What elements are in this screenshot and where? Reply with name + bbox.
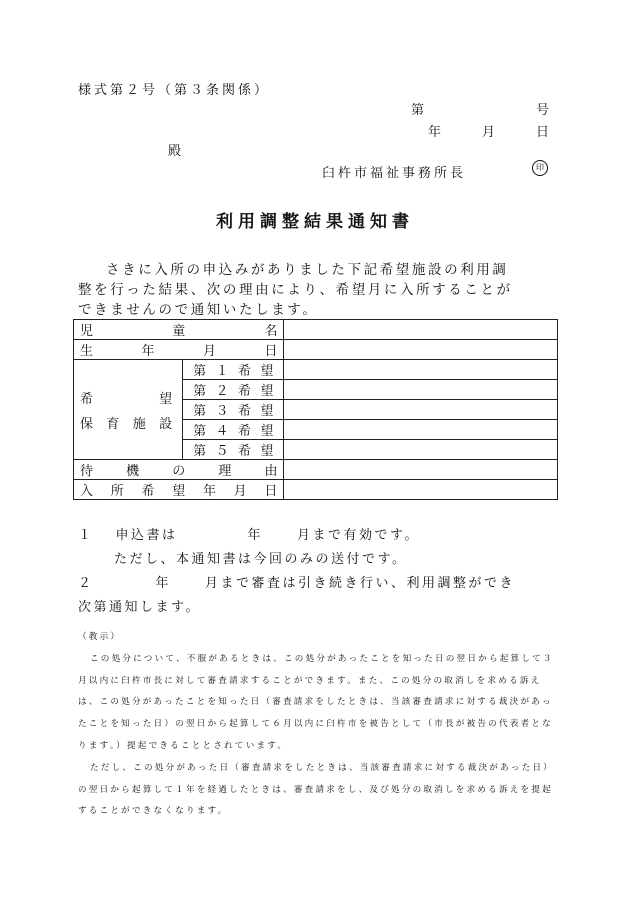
lead-line-3: できませんので通知いたします。	[78, 302, 319, 318]
label-char: 望	[260, 444, 274, 459]
label-char: 希	[80, 391, 94, 407]
doc-number-suffix: 号	[536, 103, 550, 118]
label-choice-4	[183, 420, 284, 440]
note-1-text-c: 月まで有効です。	[297, 528, 421, 543]
label-char: 機	[126, 464, 140, 479]
notes-section	[78, 524, 515, 620]
lead-paragraph	[78, 260, 558, 320]
label-char: 希	[238, 444, 252, 459]
note-2-line-2: 次第通知します。	[78, 600, 201, 615]
label-char: 希	[238, 424, 252, 439]
label-char: 第	[193, 444, 207, 459]
label-desired-facility	[74, 360, 183, 460]
note-2-text: 月まで審査は引き続き行い、利用調整ができ	[205, 576, 516, 591]
field-choice-1[interactable]	[284, 360, 558, 380]
label-char: 童	[172, 324, 186, 339]
row-waiting-reason	[74, 460, 558, 480]
label-char: 望	[260, 364, 274, 379]
field-admit-date[interactable]	[284, 480, 558, 500]
field-choice-4[interactable]	[284, 420, 558, 440]
date-month-label: 月	[482, 125, 496, 140]
note-1-year: 年	[247, 528, 264, 543]
note-1-line-2: ただし、本通知書は今回のみの送付です。	[114, 552, 408, 567]
note-2-number: ２	[78, 576, 94, 591]
addressee-suffix: 殿	[168, 144, 182, 159]
note-2-year: 年	[155, 576, 172, 591]
label-char: 生	[80, 344, 94, 359]
row-admit-date	[74, 480, 558, 500]
label-char: 希	[238, 384, 252, 399]
label-char: 望	[260, 384, 274, 399]
row-choice-1	[74, 360, 558, 380]
lead-line-2: 整を行った結果、次の理由により、希望月に入所することが	[78, 282, 513, 298]
label-waiting-reason	[74, 460, 284, 480]
label-char: 望	[172, 484, 186, 499]
label-char: 年	[202, 484, 216, 499]
label-choice-3	[183, 400, 284, 420]
label-char: 施	[132, 416, 146, 432]
instruction-heading: （教示）	[78, 632, 122, 642]
info-table	[73, 319, 558, 500]
field-choice-2[interactable]	[284, 380, 558, 400]
issuer-name: 臼杵市福祉事務所長	[322, 166, 467, 181]
label-char: １	[215, 364, 229, 379]
label-char: 日	[264, 344, 278, 359]
label-char: 望	[159, 391, 173, 407]
label-char: 第	[193, 404, 207, 419]
label-char: 月	[202, 344, 216, 359]
field-choice-5[interactable]	[284, 440, 558, 460]
label-char: 希	[238, 404, 252, 419]
note-2	[78, 572, 515, 596]
field-choice-3[interactable]	[284, 400, 558, 420]
label-char: 育	[106, 416, 120, 432]
note-1	[78, 524, 515, 548]
label-char: 名	[264, 324, 278, 339]
doc-number-prefix: 第	[411, 103, 425, 118]
instruction-paragraph-2: ただし、この処分があった日（審査請求をしたときは、当該審査請求に対する裁決があった日）の翌日から起算して１年を経過したときは、審査請求をし、及び処分の取消しを求める訴えを提起することができなくなります。	[78, 762, 554, 817]
label-char: 希	[238, 364, 252, 379]
label-char: 設	[159, 416, 173, 432]
label-char: 望	[260, 404, 274, 419]
label-char: 待	[80, 464, 94, 479]
date-day-label: 日	[536, 125, 550, 140]
label-char: 年	[141, 344, 155, 359]
label-char: 所	[110, 484, 124, 499]
label-char: 保	[80, 416, 94, 432]
label-char: 月	[233, 484, 247, 499]
label-char: ４	[215, 424, 229, 439]
instruction-paragraph-1: この処分について、不服があるときは、この処分があったことを知った日の翌日から起算して３月以内に臼杵市長に対して審査請求することができます。また、この処分の取消しを求める訴えは、この処分があったことを知った日（審査請求をしたときは、当該審査請求に対する裁決があったことを知った日）の翌日から起算して６月以内に臼杵市を被告として（市長が被告の代表者となります。）提起できることとされています。	[78, 653, 554, 751]
label-char: 入	[80, 484, 94, 499]
label-char: 第	[193, 424, 207, 439]
label-choice-1	[183, 360, 284, 380]
label-char: 由	[264, 464, 278, 479]
note-1-number: １	[78, 528, 94, 543]
label-choice-2	[183, 380, 284, 400]
label-char: 第	[193, 364, 207, 379]
label-char: 第	[193, 384, 207, 399]
label-admit-date	[74, 480, 284, 500]
label-child-name	[74, 320, 284, 340]
instruction-section	[78, 627, 558, 823]
label-char: 望	[260, 424, 274, 439]
seal-mark-icon: 印	[532, 160, 548, 176]
date-year-label: 年	[428, 125, 442, 140]
field-birth-date[interactable]	[284, 340, 558, 360]
label-choice-5	[183, 440, 284, 460]
label-char: 児	[80, 324, 94, 339]
label-birth-date	[74, 340, 284, 360]
label-char: 希	[141, 484, 155, 499]
field-child-name[interactable]	[284, 320, 558, 340]
row-child-name	[74, 320, 558, 340]
document-title: 利用調整結果通知書	[216, 212, 414, 232]
label-char: 理	[218, 464, 232, 479]
label-char: ５	[215, 444, 229, 459]
row-birth-date	[74, 340, 558, 360]
note-1-text-a: 申込書は	[115, 528, 178, 543]
label-char: ２	[215, 384, 229, 399]
field-waiting-reason[interactable]	[284, 460, 558, 480]
label-char: の	[172, 464, 186, 479]
form-number: 様式第２号（第３条関係）	[78, 83, 271, 98]
lead-line-1: さきに入所の申込みがありました下記希望施設の利用調	[106, 262, 509, 278]
label-char: 日	[264, 484, 278, 499]
label-char: ３	[215, 404, 229, 419]
